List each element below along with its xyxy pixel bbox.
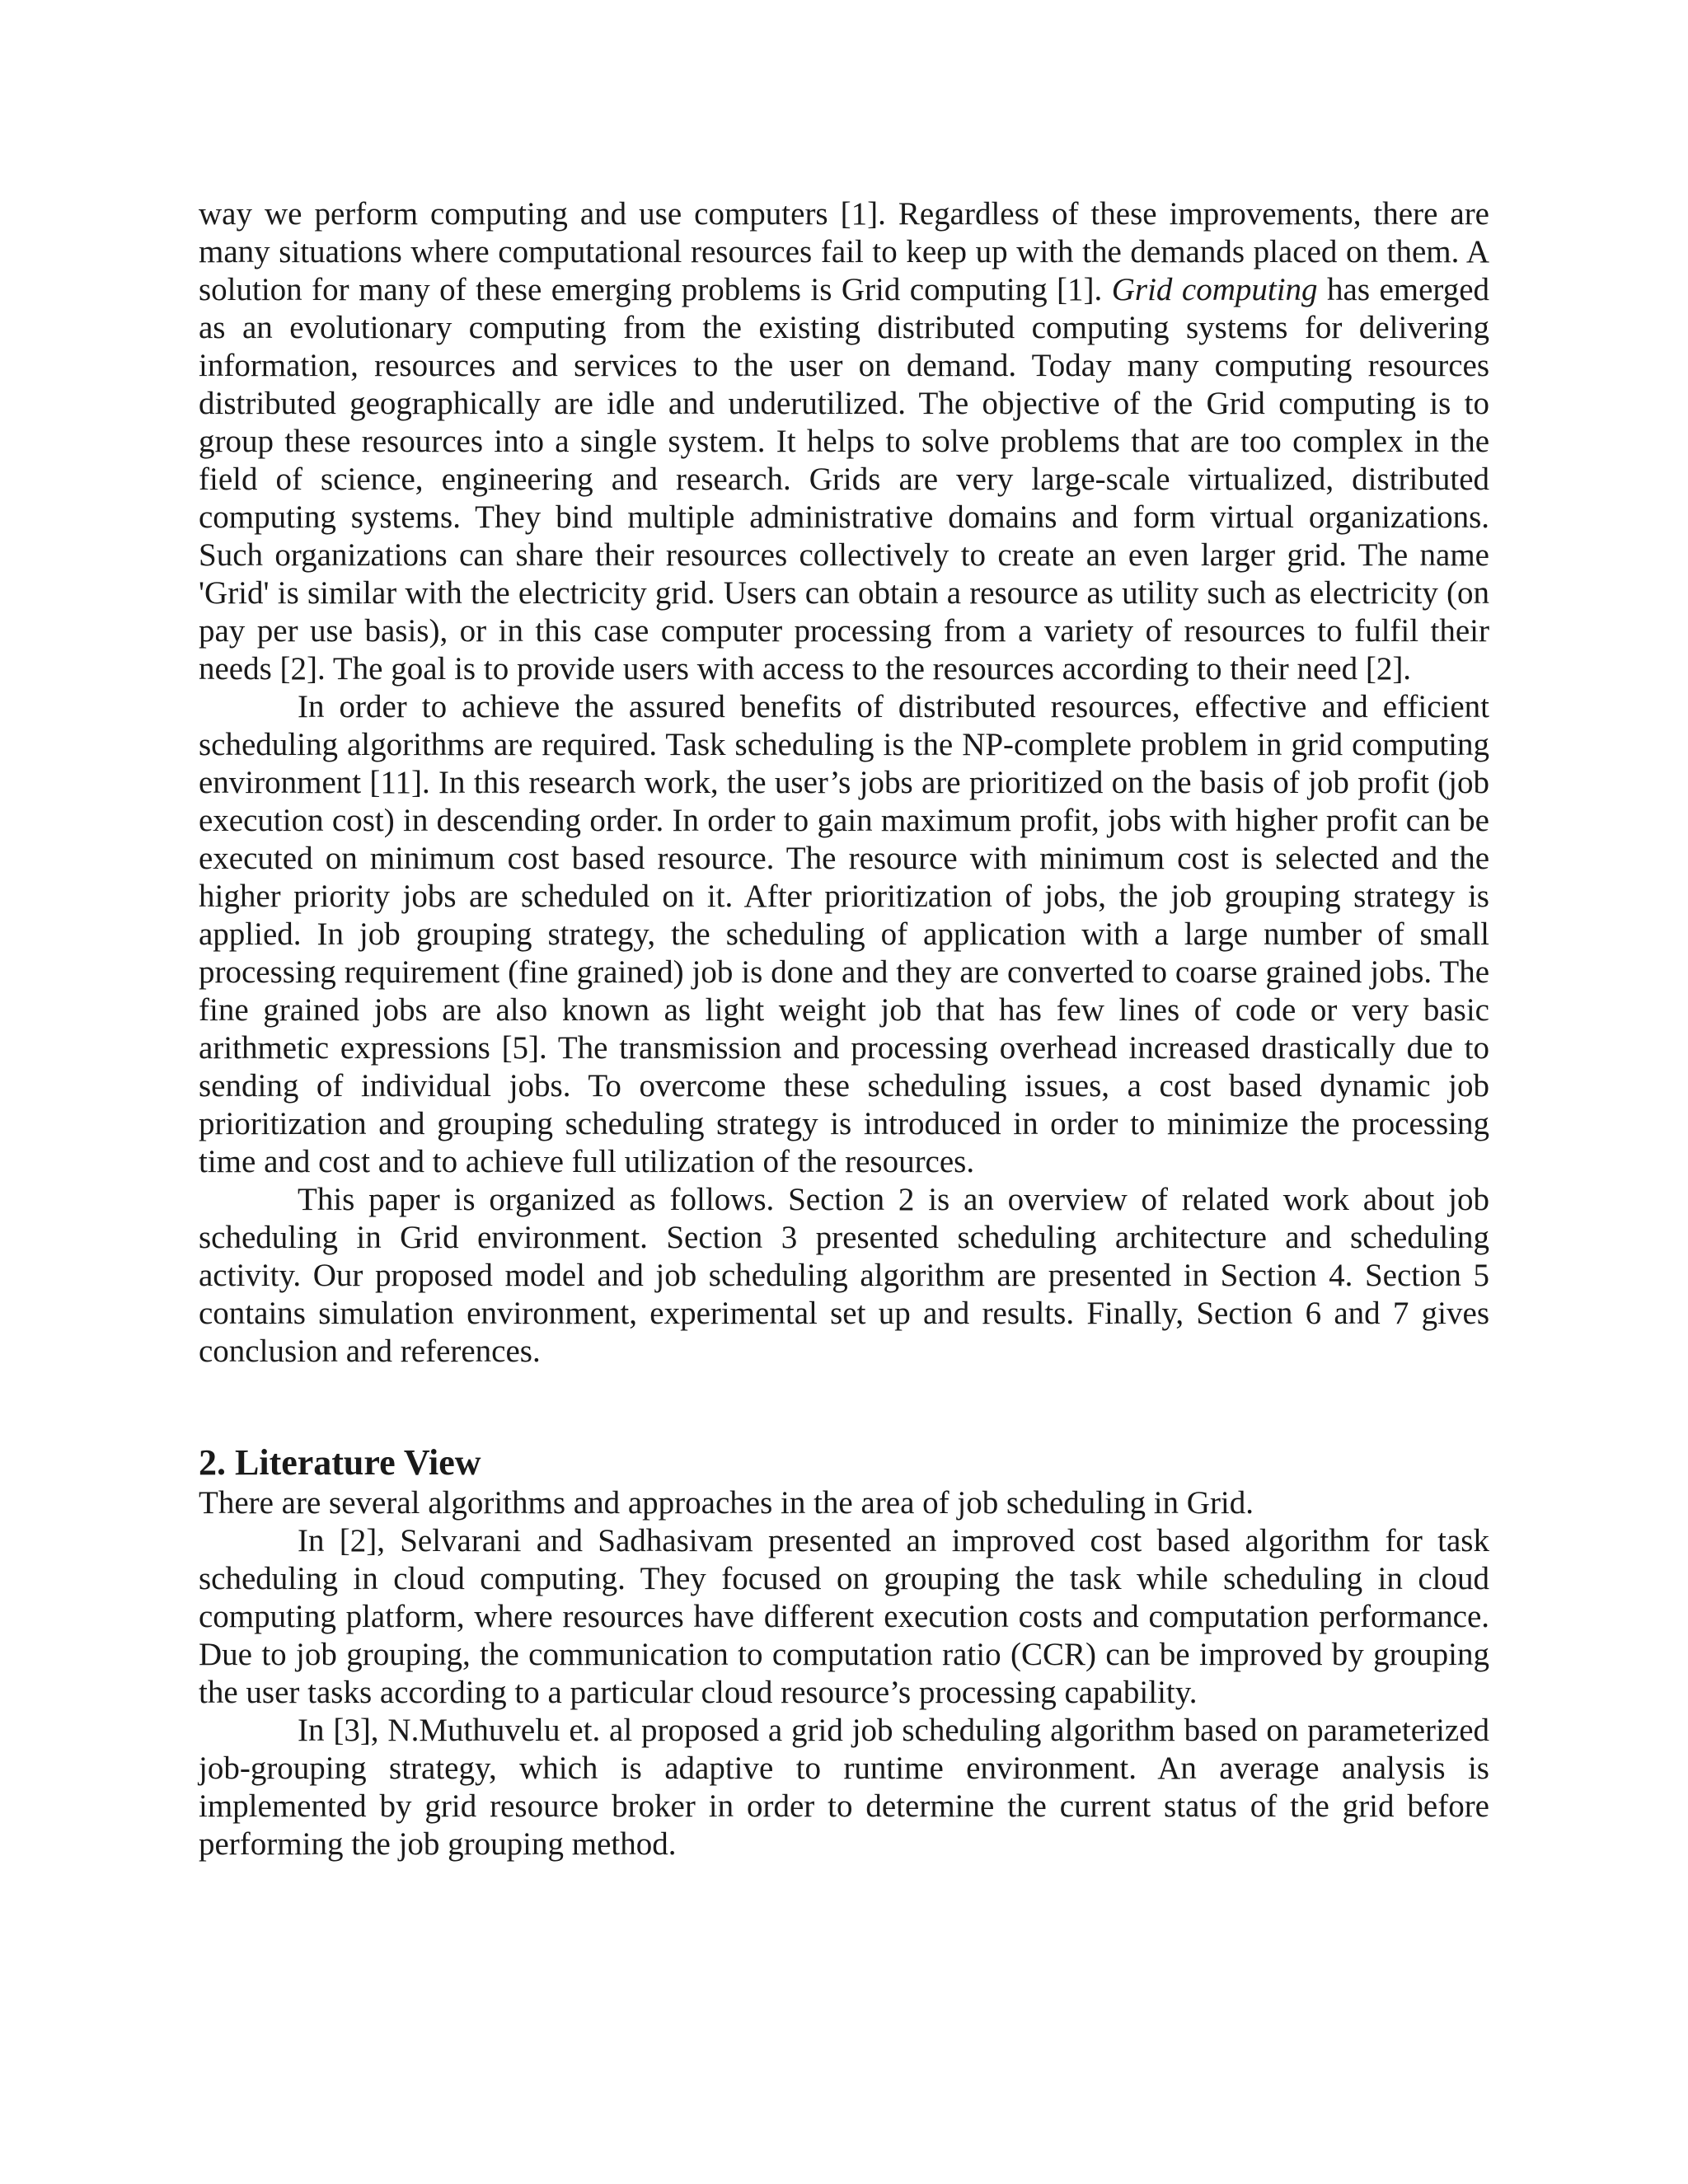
- literature-paragraph-2: In [2], Selvarani and Sadhasivam presented an improved cost based algorithm for task scheduling in cloud computing. They focused on grouping the task while scheduling in cloud computing platform, where resources have different execution costs and computation performance. Due to job grouping, the communication to computation ratio (CCR) can be improved by grouping the user tasks according to a particular cloud resource’s processing capability.: [199, 1523, 1489, 1710]
- literature-paragraph-3: In [3], N.Muthuvelu et. al proposed a grid job scheduling algorithm based on parameterized job-grouping strategy, which is adaptive to runtime environment. An average analysis is implemented by grid resource broker in order to determine the current status of the grid before performing the job grouping method.: [199, 1713, 1489, 1862]
- intro-paragraph-1-text-b: has emerged as an evolutionary computing from the existing distributed computing systems for delivering information, resources and services to the user on demand. Today many computing resources distributed geographically are idle and underutilized. The objective of the Grid computing is to group these resources into a single system. It helps to solve problems that are too complex in the field of science, engineering and research. Grids are very large-scale virtualized, distributed computing systems. They bind multiple administrative domains and form virtual organizations. Such organizations can share their resources collectively to create an even larger grid. The name 'Grid' is similar with the electricity grid. Users can obtain a resource as utility such as electricity (on pay per use basis), or in this case computer processing from a variety of resources to fulfil their needs [2]. The goal is to provide users with access to the resources according to their need [2].: [199, 272, 1490, 687]
- page-content: [199, 195, 1489, 1863]
- intro-paragraph-1-text-a: way we perform computing and use computers [1]. Regardless of these improvements, there are many situations where computational resources fail to keep up with the demands placed on them. A solution for many of these emerging problems is Grid computing [1].: [199, 196, 1489, 307]
- intro-paragraph-3: This paper is organized as follows. Section 2 is an overview of related work about job scheduling in Grid environment. Section 3 presented scheduling architecture and scheduling activity. Our proposed model and job scheduling algorithm are presented in Section 4. Section 5 contains simulation environment, experimental set up and results. Finally, Section 6 and 7 gives conclusion and references.: [199, 1182, 1489, 1369]
- literature-paragraph-1: There are several algorithms and approaches in the area of job scheduling in Grid.: [199, 1485, 1254, 1521]
- intro-paragraph-2: In order to achieve the assured benefits of distributed resources, effective and efficient scheduling algorithms are required. Task scheduling is the NP-complete problem in grid computing environment [11]. In this research work, the user’s jobs are prioritized on the basis of job profit (job execution cost) in descending order. In order to gain maximum profit, jobs with higher profit can be executed on minimum cost based resource. The resource with minimum cost is selected and the higher priority jobs are scheduled on it. After prioritization of jobs, the job grouping strategy is applied. In job grouping strategy, the scheduling of application with a large number of small processing requirement (fine grained) job is done and they are converted to coarse grained jobs. The fine grained jobs are also known as light weight job that has few lines of code or very basic arithmetic expressions [5]. The transmission and processing overhead increased drastically due to sending of individual jobs. To overcome these scheduling issues, a cost based dynamic job prioritization and grouping scheduling strategy is introduced in order to minimize the processing time and cost and to achieve full utilization of the resources.: [199, 689, 1489, 1179]
- section-heading: 2. Literature View: [199, 1442, 481, 1483]
- intro-paragraph-1: [199, 195, 1489, 688]
- intro-paragraph-1-italic-term: Grid computing: [1111, 272, 1318, 307]
- section-spacer: [199, 1371, 1489, 1441]
